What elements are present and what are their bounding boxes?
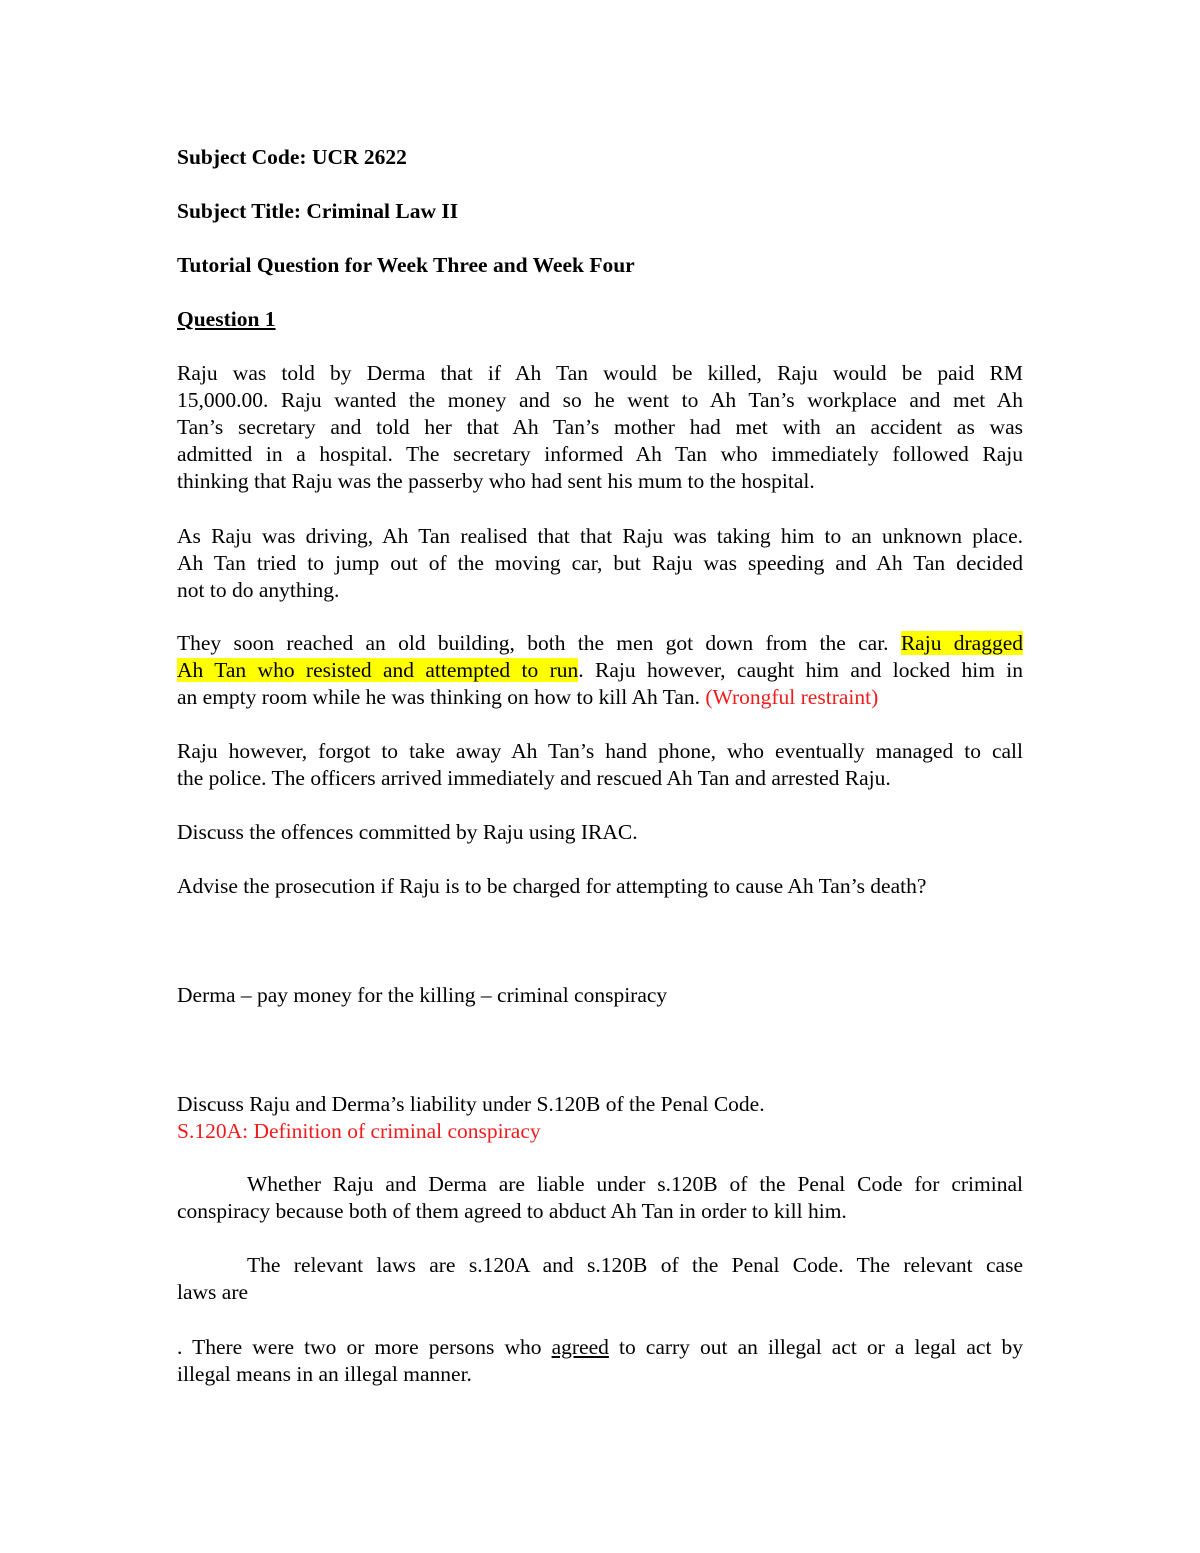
tutorial-heading: Tutorial Question for Week Three and Week Four [177,253,635,277]
text-line [177,1334,1023,1361]
text-line: thinking that Raju was the passerby who had sent his mum to the hospital. [177,469,815,493]
text-line: Whether Raju and Derma are liable under s.120B of the Penal Code for criminal [247,1172,1023,1196]
text-line [177,630,1023,657]
subject-code: Subject Code: UCR 2622 [177,145,407,169]
text-line [177,684,1023,711]
text-line: conspiracy because both of them agreed to abduct Ah Tan in order to kill him. [177,1199,847,1223]
note-derma: Derma – pay money for the killing – criminal conspiracy [177,983,668,1007]
paragraph-law [177,1252,1023,1306]
text-line: Tan’s secretary and told her that Ah Tan’s mother had met with an accident as was [177,415,1023,439]
question-heading: Question 1 [177,307,276,331]
text-line: Raju however, forgot to take away Ah Tan’s hand phone, who eventually managed to call [177,739,1023,763]
text-line: the police. The officers arrived immediately and rescued Ah Tan and arrested Raju. [177,766,891,790]
text-line: illegal means in an illegal manner. [177,1362,472,1386]
text-segment: . Raju however, caught him and locked him in [578,658,1024,682]
subject-title: Subject Title: Criminal Law II [177,199,459,223]
paragraph-facts-3 [177,630,1023,711]
paragraph-facts-2 [177,523,1023,604]
paragraph-facts-4 [177,738,1023,792]
text-line: As Raju was driving, Ah Tan realised that that Raju was taking him to an unknown place. [177,524,1023,548]
text-segment: to carry out an illegal act or a legal act by [608,1335,1024,1359]
question-prosecution: Advise the prosecution if Raju is to be charged for attempting to cause Ah Tan’s death? [177,874,927,898]
text-line: laws are [177,1280,249,1304]
text-segment: . There were two or more persons who [177,1335,552,1359]
paragraph-elements [177,1334,1023,1388]
text-line: Ah Tan tried to jump out of the moving car, but Raju was speeding and Ah Tan decided [177,551,1023,575]
text-segment: They soon reached an old building, both the men got down from the car. [177,631,901,655]
paragraph-issue [177,1171,1023,1225]
text-line: The relevant laws are s.120A and s.120B of the Penal Code. The relevant case [247,1253,1023,1277]
highlighted-text: Raju dragged [900,631,1023,655]
text-segment: an empty room while he was thinking on how to kill Ah Tan. [177,685,706,709]
highlighted-text: Ah Tan who resisted and attempted to run [177,658,579,682]
annotation-definition: S.120A: Definition of criminal conspiracy [177,1119,541,1143]
text-line [177,657,1023,684]
text-line: not to do anything. [177,578,340,602]
paragraph-facts-1 [177,360,1023,495]
text-line: admitted in a hospital. The secretary informed Ah Tan who immediately followed Raju [177,442,1023,466]
text-line: Raju was told by Derma that if Ah Tan would be killed, Raju would be paid RM [177,361,1023,385]
text-line: 15,000.00. Raju wanted the money and so he went to Ah Tan’s workplace and met Ah [177,388,1023,412]
underlined-text: agreed [551,1335,609,1359]
question-liability: Discuss Raju and Derma’s liability under S.120B of the Penal Code. [177,1092,765,1116]
question-irac: Discuss the offences committed by Raju using IRAC. [177,820,638,844]
annotation-wrongful-restraint: (Wrongful restraint) [705,685,879,709]
